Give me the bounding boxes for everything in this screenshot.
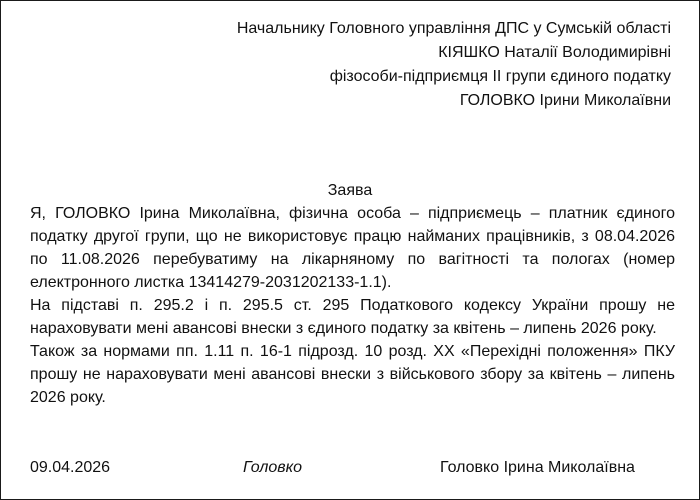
document-title: Заява	[327, 182, 373, 199]
applicant-name: ГОЛОВКО Ірини Миколаївни	[459, 92, 671, 109]
signature-row	[1, 456, 699, 480]
paragraph-statement: Я, ГОЛОВКО Ірина Миколаївна, фізична особа – підприємець – платник єдиного податку другої групи, що не використовує працю найманих працівників, з 08.04.2026 по 11.08.2026 перебуватиму на лікарняному по вагітності та пологах (номер електронного листка 13414279-2031202133-1.1).	[30, 205, 675, 291]
document-date: 09.04.2026	[30, 459, 111, 476]
addressee-position: Начальнику Головного управління ДПС у Сумській області	[236, 20, 671, 37]
addressee-block	[237, 17, 671, 113]
applicant-status: фізособи-підприємця ІІ групи єдиного податку	[329, 68, 671, 85]
paragraph-request-single-tax: На підставі п. 295.2 і п. 295.5 ст. 295 Податкового кодексу України прошу не нараховувати мені авансові внески з єдиного податку за квітень – липень 2026 року.	[30, 297, 675, 337]
addressee-name: КІЯШКО Наталії Володимирівні	[438, 44, 671, 61]
signer-full-name: Головко Ірина Миколаївна	[440, 459, 635, 476]
document-body	[30, 202, 675, 409]
signature: Головко	[243, 459, 303, 476]
paragraph-request-military-levy: Також за нормами пп. 1.11 п. 16-1 підрозд. 10 розд. ХХ «Перехідні положення» ПКУ прошу не нараховувати мені авансові внески з військового збору за квітень – липень 2026 року.	[30, 343, 675, 406]
